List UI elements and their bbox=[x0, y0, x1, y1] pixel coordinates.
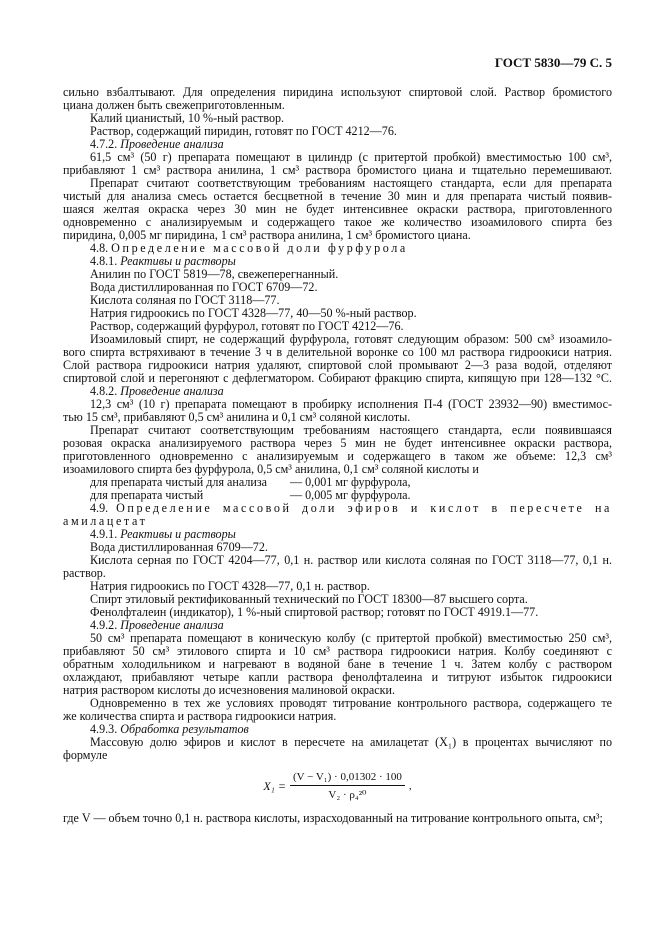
text-line bbox=[63, 203, 612, 216]
section-title: Определение массовой доли фурфурола bbox=[111, 241, 408, 255]
text-line bbox=[63, 541, 612, 554]
line-text: Анилин по ГОСТ 5819—78, свежеперегнанный. bbox=[90, 267, 339, 281]
text-lines bbox=[63, 86, 612, 762]
document-body bbox=[63, 86, 612, 825]
subsection-title: Обработка результатов bbox=[120, 722, 249, 736]
line-text: натрия раствором кислоты до исчезновения малиновой окраски. bbox=[63, 683, 395, 697]
line-text: Препарат считают соответствующим требованиям настоящего стандарта, если появившаяся bbox=[90, 424, 612, 437]
line-text: Кислота соляная по ГОСТ 3118—77. bbox=[90, 293, 280, 307]
line-text: 61,5 см³ (50 г) препарата помещают в цилиндр (с притертой пробкой) вместимостью 100 см³, bbox=[90, 151, 612, 164]
line-text: Одновременно в тех же условиях проводят титрование контрольного раствора, содержащего те bbox=[90, 697, 612, 710]
section-number: 4.7.2. bbox=[90, 137, 121, 151]
text-line bbox=[63, 177, 612, 190]
formula-denominator: V₂ · ρ₄²⁰ bbox=[328, 789, 367, 801]
subsection-title: Проведение анализа bbox=[120, 137, 224, 151]
text-line bbox=[63, 645, 612, 658]
section-title: амилацетат bbox=[63, 514, 148, 528]
text-line bbox=[63, 437, 612, 450]
line-text: изоамилового спирта без фурфурола, 0,5 см³ анилина, 0,1 см³ соляной кислоты и bbox=[63, 462, 479, 476]
line-text: тью 15 см³, прибавляют 0,5 см³ анилина и 0,1 см³ соляной кислоты. bbox=[63, 410, 411, 424]
line-text: Спирт этиловый ректификованный технический по ГОСТ 18300—87 высшего сорта. bbox=[90, 592, 528, 606]
formula-numerator: (V − V₁) · 0,01302 · 100 bbox=[290, 771, 405, 786]
text-line bbox=[63, 190, 612, 203]
section-number: 4.9.1. bbox=[90, 527, 121, 541]
formula-tail: , bbox=[408, 780, 412, 792]
line-text: раствор. bbox=[63, 566, 106, 580]
line-text: 50 см³ препарата помещают в коническую колбу (с притертой пробкой) вместимостью 250 см³, bbox=[90, 632, 612, 645]
subsection-title: Проведение анализа bbox=[120, 384, 224, 398]
line-text: розовая окраска анализируемого раствора через 5 мин не будет интенсивнее окраски раствора, bbox=[63, 437, 612, 450]
section-number: 4.9. bbox=[90, 502, 117, 515]
section-number: 4.8.2. bbox=[90, 384, 121, 398]
section-title: Определение массовой доли эфиров и кислот в пересчете на bbox=[116, 502, 612, 515]
text-line bbox=[63, 632, 612, 645]
formula-lhs: X₁ = bbox=[263, 778, 286, 793]
text-line bbox=[63, 489, 612, 502]
line-text: Калий цианистый, 10 %-ный раствор. bbox=[90, 111, 285, 125]
line-text: прибавляют 50 см³ этилового спирта и 10 см³ раствора гидроокиси натрия. Колбу соединяют с bbox=[63, 645, 612, 658]
text-line bbox=[63, 619, 612, 632]
line-text: охлаждают, прибавляют четыре капли раствора фенолфталеина и титруют избыток гидроокиси bbox=[63, 671, 612, 684]
text-line bbox=[63, 658, 612, 671]
text-line bbox=[63, 424, 612, 437]
page-header: ГОСТ 5830—79 С. 5 bbox=[494, 55, 612, 70]
line-text: Фенолфталеин (индикатор), 1 %-ный спиртовой раствор; готовят по ГОСТ 4919.1—77. bbox=[90, 605, 539, 619]
text-line bbox=[63, 723, 612, 736]
text-line bbox=[63, 320, 612, 333]
line-text: Натрия гидроокись по ГОСТ 4328—77, 0,1 н. раствор. bbox=[90, 579, 370, 593]
text-line bbox=[63, 359, 612, 372]
text-line bbox=[63, 684, 612, 697]
list-label: для препарата чистый для анализа bbox=[90, 475, 267, 489]
line-text: вого спирта встряхивают в течение 3 ч в делительной воронке со 100 мл раствора гидроокиси натрия. bbox=[63, 346, 612, 359]
line-text: шаяся желтая окраска через 30 мин не будет интенсивнее окраски раствора, приготовленного bbox=[63, 203, 612, 216]
section-number: 4.9.2. bbox=[90, 618, 121, 632]
subsection-title: Реактивы и растворы bbox=[120, 254, 236, 268]
definition-line: где V — объем точно 0,1 н. раствора кислоты, израсходованный на титрование контрольного опыта, см³; bbox=[63, 811, 603, 825]
section-number: 4.8. bbox=[90, 241, 112, 255]
section-number: 4.9.3. bbox=[90, 722, 121, 736]
subsection-title: Проведение анализа bbox=[120, 618, 224, 632]
line-text: циана должен быть свежеприготовленным. bbox=[63, 98, 285, 112]
line-text: формуле bbox=[63, 748, 108, 762]
line-text: чистый для анализа смесь остается бесцветной в течение 30 мин и для препарата чистый появив- bbox=[63, 190, 612, 203]
line-text: одновременно с анализируемым и содержащего такое же количество изоамилового спирта без bbox=[63, 216, 612, 229]
line-text: 12,3 см³ (10 г) препарата помещают в пробирку исполнения П-4 (ГОСТ 23932—90) вместимос- bbox=[90, 398, 612, 411]
list-value: — 0,005 мг фурфурола. bbox=[290, 488, 411, 502]
line-text: пиридина, 0,005 мг пиридина, 1 см³ раствора анилина, 1 см³ бромистого циана. bbox=[63, 228, 471, 242]
line-text: Вода дистиллированная по ГОСТ 6709—72. bbox=[90, 280, 318, 294]
text-line bbox=[63, 411, 612, 424]
list-value: — 0,001 мг фурфурола, bbox=[290, 475, 411, 489]
text-line bbox=[63, 385, 612, 398]
line-text: спиртовой слой и перегоняют с дефлегматором. Собирают фракцию спирта, кипящую при 128—132 °С. bbox=[63, 372, 612, 385]
text-line bbox=[63, 346, 612, 359]
line-text: прибавляют 1 см³ раствора анилина, 1 см³ раствора бромистого циана и тщательно перемешивают. bbox=[63, 164, 612, 177]
line-text: Препарат считают соответствующим требованиям настоящего стандарта, если для препарата bbox=[90, 177, 612, 190]
text-line bbox=[63, 151, 612, 164]
text-line bbox=[63, 164, 612, 177]
line-text: Раствор, содержащий фурфурол, готовят по ГОСТ 4212—76. bbox=[90, 319, 404, 333]
line-text: Изоамиловый спирт, не содержащий фурфурола, готовят следующим образом: 500 см³ изоамило- bbox=[90, 333, 612, 346]
text-line bbox=[63, 138, 612, 151]
line-text: сильно взбалтывают. Для определения пиридина используют спиртовой слой. Раствор бромистого bbox=[63, 86, 612, 99]
line-text: Натрия гидроокись по ГОСТ 4328—77, 40—50 %-ный раствор. bbox=[90, 306, 417, 320]
section-number: 4.8.1. bbox=[90, 254, 121, 268]
line-text: приготовленного одновременно с анализируемым и содержащего в таком же объеме: 12,3 см³ bbox=[63, 450, 612, 463]
line-text: Кислота серная по ГОСТ 4204—77, 0,1 н. раствор или кислота соляная по ГОСТ 3118—77, 0,1 н. bbox=[90, 554, 612, 567]
text-line bbox=[63, 749, 612, 762]
line-text: Слой раствора гидроокиси натрия удаляют, спиртовой слой промывают 2—3 раза водой, отделяют bbox=[63, 359, 612, 372]
subsection-title: Реактивы и растворы bbox=[120, 527, 236, 541]
text-line bbox=[63, 736, 612, 749]
line-text: Массовую долю эфиров и кислот в пересчете на амилацетат (X₁) в процентах вычисляют по bbox=[90, 736, 612, 749]
line-text: Вода дистиллированная 6709—72. bbox=[90, 540, 268, 554]
formula bbox=[63, 762, 612, 810]
line-text: обратным холодильником и нагревают в водяной бане в течение 1 ч. Затем колбу с раствором bbox=[63, 658, 612, 671]
line-text: Раствор, содержащий пиридин, готовят по ГОСТ 4212—76. bbox=[90, 124, 397, 138]
text-line bbox=[63, 333, 612, 346]
line-text: же количества спирта и раствора гидроокиси натрия. bbox=[63, 709, 337, 723]
formula-fraction bbox=[290, 771, 405, 801]
list-label: для препарата чистый bbox=[90, 488, 204, 502]
text-line bbox=[63, 554, 612, 567]
